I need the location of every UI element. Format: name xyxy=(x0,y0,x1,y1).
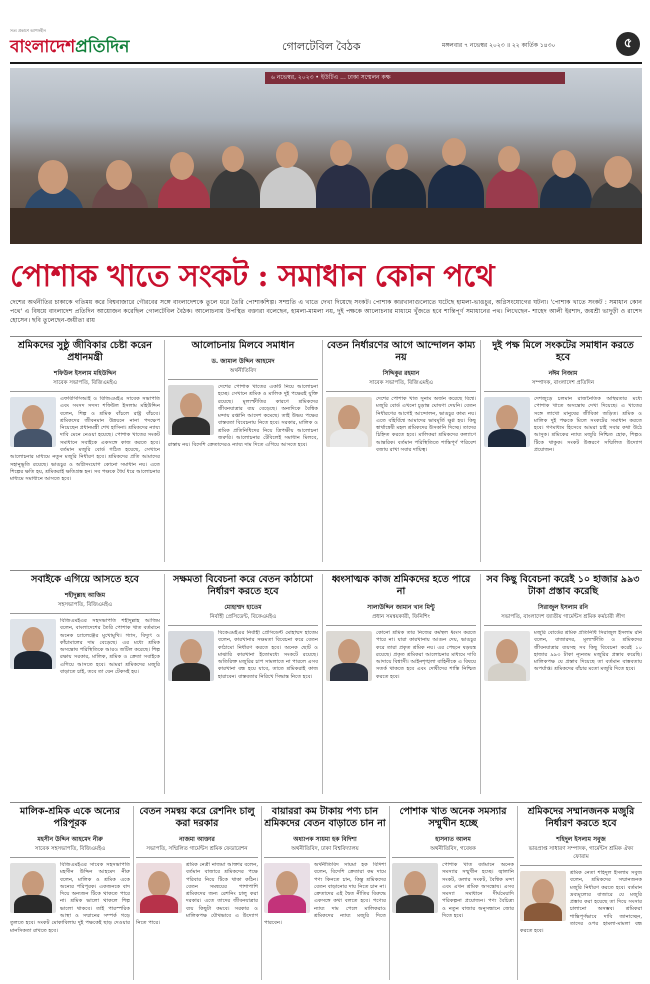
article-body xyxy=(520,870,642,982)
author-portrait xyxy=(326,397,372,447)
column-divider xyxy=(164,574,165,794)
column-divider xyxy=(322,574,323,794)
column-divider xyxy=(164,340,165,562)
article-author: সিদ্দিকুর রহমান xyxy=(382,370,420,377)
article-title: সব কিছু বিবেচনা করেই ১০ হাজার ৯৯৩ টাকা প্রস্তাব করেছি xyxy=(486,574,640,597)
article-title: শ্রমিকদের সুষ্ঠু জীবিকার চেষ্টা করেন প্রধানমন্ত্রী xyxy=(18,340,152,363)
article-col xyxy=(10,806,130,982)
article-text: দেশের পোশাক খাতের একটি নিয়ে আলোচনা হচ্ছে। সেখানে শ্রমিক ও মালিক দুই পক্ষেরই যুক্তি রয়েছে। মূল্যস্ফীতির কারণে শ্রমিকদের জীবনযাত্রার ব্যয় বেড়েছে। অন্যদিকে বৈশ্বিক মন্দায় রপ্তানি আদেশ কমেছে। তাই উভয় পক্ষের বাস্তবতা বিবেচনায় নিতে হবে। সরকার, মালিক ও শ্রমিক প্রতিনিধিদের নিয়ে ত্রিপক্ষীয় আলোচনা জরুরি। আলোচনার টেবিলেই সমাধান মিলবে, রাস্তায় নয়। বিদেশি ক্রেতাদেরও ন্যায্য দাম দিতে এগিয়ে আসতে হবে। xyxy=(168,384,318,449)
article-col xyxy=(326,340,476,570)
logo-part-1: বাংলাদেশ xyxy=(10,37,76,57)
article-text: বিজিএমইএর সাবেক সহসভাপতি মহসীন উদ্দিন আহমেদ নীরু বলেন, মালিক ও শ্রমিক একে অন্যের পরিপূরক। একজনকে বাদ দিয়ে অন্যজন টিকে থাকতে পারে না। শ্রমিক ভালো থাকলে শিল্প ভালো থাকবে। তাই পারস্পরিক আস্থা ও সম্মানের সম্পর্ক গড়ে তুলতে হবে। সংকট মোকাবিলায় দুই পক্ষকেই ছাড় দেওয়ার মানসিকতা রাখতে হবে। xyxy=(10,862,130,934)
article-col xyxy=(520,806,642,982)
article-body xyxy=(10,618,160,788)
article-text: দেশের পোশাক খাত সুনাম অর্জন করেছে বিশ্বে। মজুরি বোর্ড এখনো চূড়ান্ত ঘোষণা দেয়নি। বেতন নির্ধারণের আগেই আন্দোলন, ভাঙচুর কাম্য নয়। এতে বহির্বিশ্বে আমাদের ভাবমূর্তি ক্ষুণ্ণ হয়। কিছু স্বার্থান্বেষী মহল শ্রমিকদের উসকানি দিচ্ছে। তাদের চিহ্নিত করতে হবে। মালিকরা শ্রমিকদের কল্যাণে আন্তরিক। বর্তমান পরিস্থিতিতে শান্তিপূর্ণ পরিবেশ বজায় রাখা সবার দায়িত্ব। xyxy=(376,396,476,454)
article-body xyxy=(264,862,386,982)
photo-person-head xyxy=(170,152,194,180)
photo-person-head xyxy=(442,138,466,166)
article-body xyxy=(136,862,258,982)
newspaper-logo[interactable] xyxy=(10,34,129,62)
column-divider xyxy=(322,340,323,562)
photo-person-head xyxy=(222,146,244,172)
article-title: ধ্বংসাত্মক কাজ শ্রমিকদের হতে পারে না xyxy=(331,574,471,597)
intro-paragraph: দেশের অর্থনীতির চাকাকে গতিময় করে বিশ্ববাজারে গৌরবের সঙ্গে বাংলাদেশকে তুলে ধরে তৈরি পোশাকশিল্প। সম্প্রতি এ খাতে দেখা দিয়েছে সংকট। পোশাক কারখানাগুলোতে ঘটেছে হামলা-ভাঙচুর, অগ্নিসংযোগের ঘটনা। 'পোশাক খাতে সংকট : সমাধান কোন পথে' এ বিষয়ে বাংলাদেশ প্রতিদিন আয়োজন করেছিল গোলটেবিল বৈঠক। আলোচনায় উপস্থিত বক্তারা বলেছেন, হামলা-মামলা নয়, দুই পক্ষকে আলোচনার মাধ্যমে খুঁজতে হবে শান্তিপূর্ণ সমাধানের পথ। লিখেছেন- শাহেদ আলী ইরশাদ, জয়শ্রী ভাদুড়ী ও রাশেদ হোসেন। ছবি তুলেছেন-জয়ীতা রায় xyxy=(10,299,642,324)
article-title: বেতন সমন্বয় করে রেশনিং চালু করা দরকার xyxy=(139,806,255,829)
article-body xyxy=(10,862,130,982)
header-rule xyxy=(10,62,642,64)
article-author: নঈম নিজাম xyxy=(548,370,578,377)
column-divider xyxy=(480,574,481,794)
row3-divider xyxy=(10,802,642,803)
author-portrait xyxy=(10,397,56,447)
article-col xyxy=(264,806,386,982)
photo-table xyxy=(10,208,642,244)
article-author: হাসনাত আলম xyxy=(435,836,471,843)
article-author-role: সাবেক সভাপতি, বিজিএমইএ xyxy=(326,380,476,392)
article-title: বেতন নির্ধারণের আগে আন্দোলন কাম্য নয় xyxy=(326,340,476,363)
article-author: শহিদুল ইসলাম সবুজ xyxy=(556,836,606,843)
author-portrait xyxy=(392,863,438,913)
article-author-role: নির্বাহী প্রেসিডেন্ট, বিকেএমইএ xyxy=(168,614,318,626)
article-col xyxy=(484,574,642,800)
logo-part-2: প্রতিদিন xyxy=(75,37,130,57)
article-author-role: সম্পাদক, বাংলাদেশ প্রতিদিন xyxy=(484,380,642,392)
article-author-role: প্রধান সমন্বয়কারী, ফিনিশিং xyxy=(326,614,476,626)
article-title: মালিক-শ্রমিক একে অন্যের পরিপূরক xyxy=(20,806,120,829)
article-title: পোশাক খাত অনেক সমস্যার সম্মুখীন হচ্ছে xyxy=(399,806,507,829)
article-text: বিজিএমইএর সহসভাপতি শহীদুল্লাহ আজিম বলেন, বাংলাদেশের তৈরি পোশাক খাত বর্তমানে অনেক চ্যালেঞ্জের মুখোমুখি। গ্যাস, বিদ্যুৎ ও কাঁচামালের দাম বেড়েছে। এর মধ্যে শ্রমিক অসন্তোষ পরিস্থিতিকে আরও জটিল করেছে। শিল্প রক্ষায় সরকার, মালিক, শ্রমিক ও ক্রেতা সবাইকে এগিয়ে আসতে হবে। আমরা শ্রমিকদের মজুরি বাড়াতে চাই, তবে তা যেন টেকসই হয়। xyxy=(60,618,160,676)
article-body xyxy=(484,396,642,576)
column-divider xyxy=(517,806,518,980)
article-text: দেশজুড়ে চলমান রাজনৈতিক অস্থিরতার মধ্যে পোশাক খাতে অসন্তোষ দেখা দিয়েছে। এ খাতের সঙ্গে লাখো মানুষের জীবিকা জড়িত। শ্রমিক ও মালিক দুই পক্ষকে মিলে সংকটের সমাধান করতে হবে। গণমাধ্যম হিসেবে আমরা চাই সবার কথা উঠে আসুক। শ্রমিকের ন্যায্য মজুরি নিশ্চিত হোক, শিল্পও টিকে থাকুক। সংকট উত্তরণে সম্মিলিত উদ্যোগ প্রয়োজন। xyxy=(534,396,642,454)
author-portrait xyxy=(10,863,56,913)
photo-person-head xyxy=(276,142,298,168)
photo-person-head xyxy=(552,150,576,178)
article-author-role: অর্থনীতিবিদ, গবেষক xyxy=(392,846,514,858)
article-title: শ্রমিকদের সম্মানজনক মজুরি নির্ধারণ করতে হবে xyxy=(527,806,635,829)
article-body xyxy=(168,384,318,564)
article-col xyxy=(392,806,514,982)
column-divider xyxy=(480,340,481,562)
article-text: এফবিসিসিআই ও বিজিএমইএ সাবেক সভাপতি এবং সংসদ সদস্য শফিউল ইসলাম মহিউদ্দিন বলেন, শিল্প ও শ্রমিক বাঁচলে রাষ্ট্র বাঁচবে। শ্রমিকদের জীবনমান উন্নয়নে নানা পদক্ষেপ নিয়েছেন প্রধানমন্ত্রী শেখ হাসিনা। শ্রমিকদের ন্যায্য দাবি মেনে নেওয়া হয়েছে। পোশাক খাতের সংকট সমাধানে সবাইকে একসঙ্গে কাজ করতে হবে। বর্তমান মজুরি বোর্ড গঠিত হয়েছে, সেখানে আলোচনার মাধ্যমে নতুন মজুরি নির্ধারণ হবে। শ্রমিকদের প্রতি আমাদের সহানুভূতি রয়েছে। ভাঙচুর ও অগ্নিসংযোগ কোনো সমাধান নয়। এতে শিল্পের ক্ষতি হয়, শ্রমিকরাই ক্ষতিগ্রস্ত হন। সব পক্ষকে ধৈর্য ধরে আলোচনার মাধ্যমে সমাধানে আসতে হবে। xyxy=(10,396,160,483)
article-title: সক্ষমতা বিবেচনা করে বেতন কাঠামো নির্ধারণ করতে হবে xyxy=(173,574,313,597)
photo-person-head xyxy=(386,144,408,170)
author-portrait xyxy=(136,863,182,913)
photo-person-head xyxy=(106,160,132,190)
main-headline: পোশাক খাতে সংকট : সমাধান কোন পথে xyxy=(10,259,495,294)
photo-person-head xyxy=(604,156,632,188)
article-author: মহসীন উদ্দিন আহমেদ নীরু xyxy=(37,836,103,843)
roundtable-photo xyxy=(10,68,642,244)
row1-divider xyxy=(10,336,642,337)
article-text: পোশাক খাত বর্তমানে অনেক সমস্যার সম্মুখীন হচ্ছে। জ্বালানি সংকট, ডলার সংকট, বৈশ্বিক মন্দা এবং এখন শ্রমিক অসন্তোষ। এসব সমস্যা সমাধানে দীর্ঘমেয়াদি পরিকল্পনা প্রয়োজন। পণ্য বৈচিত্র্য ও নতুন বাজার অনুসন্ধানে জোর দিতে হবে। xyxy=(442,862,514,920)
article-body xyxy=(168,630,318,800)
masthead xyxy=(10,28,642,60)
author-portrait xyxy=(484,397,530,447)
photo-backdrop-banner: ৬ নভেম্বর, ২০২৩ • ইউটিএ ... ঢাকা সম্মেলন কক্ষ xyxy=(265,72,565,84)
article-author-role: সাবেক সহসভাপতি, বিজিএমইএ xyxy=(10,846,130,858)
article-author: অধ্যাপক সায়মা হক বিদিশা xyxy=(293,836,357,843)
article-title: আলোচনায় মিলবে সমাধান xyxy=(191,340,295,351)
article-body xyxy=(326,396,476,576)
article-author: সালাউদ্দিন জামান খান মিন্টু xyxy=(367,604,435,611)
article-author: সিরাজুল ইসলাম রনি xyxy=(538,604,588,611)
article-text: কোনো শ্রমিক তার নিজের কর্মস্থল ধ্বংস করতে পারে না। যারা কারখানায় আগুন দেয়, ভাঙচুর করে তারা প্রকৃত শ্রমিক নয়। এর পেছনে ষড়যন্ত্র রয়েছে। প্রকৃত শ্রমিকরা আলোচনার মাধ্যমে দাবি আদায়ে বিশ্বাসী। আইনশৃঙ্খলা বাহিনীকে এ বিষয়ে সতর্ক থাকতে হবে এবং দোষীদের শাস্তি নিশ্চিত করতে হবে। xyxy=(376,630,476,680)
article-col xyxy=(326,574,476,800)
article-body xyxy=(10,396,160,576)
article-author-role: সভাপতি, সম্মিলিত গার্মেন্টস শ্রমিক ফেডারেশন xyxy=(136,846,258,858)
article-col xyxy=(10,340,160,570)
author-portrait xyxy=(10,619,56,669)
author-portrait xyxy=(520,871,566,921)
dateline: মঙ্গলবার ৭ নভেম্বর ২০২৩ ॥ ২২ কার্তিক ১৪৩০ xyxy=(442,42,556,49)
article-text: মজুরি বোর্ডের শ্রমিক প্রতিনিধি সিরাজুল ইসলাম রনি বলেন, বাজারদর, মূল্যস্ফীতি ও শ্রমিকদের জীবনযাত্রার ব্যয়সহ সব কিছু বিবেচনা করেই ১০ হাজার ৯৯৩ টাকা ন্যূনতম মজুরির প্রস্তাব করেছি। মালিকপক্ষ যে প্রস্তাব দিয়েছে তা বর্তমান বাস্তবতায় অপর্যাপ্ত। শ্রমিকদের বাঁচার মতো মজুরি দিতে হবে। xyxy=(534,630,642,673)
article-author-role: অর্থনীতিবিদ, ঢাকা বিশ্ববিদ্যালয় xyxy=(264,846,386,858)
author-portrait xyxy=(326,631,372,681)
article-body xyxy=(326,630,476,800)
column-divider xyxy=(389,806,390,980)
article-body xyxy=(484,630,642,794)
photo-person-head xyxy=(330,140,352,166)
article-col xyxy=(10,574,160,800)
section-name: গোলটেবিল বৈঠক xyxy=(282,40,361,53)
article-title: সবাইকে এগিয়ে আসতে হবে xyxy=(31,574,139,585)
author-portrait xyxy=(264,863,310,913)
photo-person-head xyxy=(498,146,520,172)
article-author-role: ভারপ্রাপ্ত সাধারণ সম্পাদক, গার্মেন্টস শ্রমিক ঐক্য ফোরাম xyxy=(520,846,642,866)
column-divider xyxy=(133,806,134,980)
author-portrait xyxy=(168,385,214,435)
article-author-role: সহসভাপতি, বিজিএমইএ xyxy=(10,602,160,614)
article-author: ড. জামাল উদ্দিন আহমেদ xyxy=(211,358,275,365)
article-title: দুই পক্ষ মিলে সংকটের সমাধান করতে হবে xyxy=(492,340,634,363)
article-author-role: অর্থনীতিবিদ xyxy=(168,368,318,380)
article-col xyxy=(168,340,318,570)
article-col xyxy=(484,340,642,570)
article-body xyxy=(392,862,514,982)
article-author-role: সাবেক সভাপতি, বিজিএমইএ xyxy=(10,380,160,392)
row2-divider xyxy=(10,570,642,571)
article-text: শ্রমিক নেত্রী নাজমা আক্তার বলেন, বর্তমান বাজারে শ্রমিকদের পক্ষে পরিবার নিয়ে টিকে থাকা কঠিন। বেতন সমন্বয়ের পাশাপাশি শ্রমিকদের জন্য রেশনিং চালু করা দরকার। এতে তাদের জীবনযাত্রার ব্যয় কিছুটা কমবে। সরকার ও মালিকপক্ষ যৌথভাবে এ উদ্যোগ নিতে পারে। xyxy=(136,862,258,927)
article-author: শহীদুল্লাহ আজিম xyxy=(64,592,106,599)
article-title: বায়াররা কম টাকায় পণ্য চান শ্রমিকদের বেতন বাড়াতে চান না xyxy=(264,806,386,829)
article-col xyxy=(168,574,318,800)
article-text: অর্থনীতিবিদ সায়মা হক বিদিশা বলেন, বিদেশি ক্রেতারা কম দামে পণ্য কিনতে চান, কিন্তু শ্রমিকদের বেতন বাড়ানোর দায় নিতে চান না। ক্রেতাদের এই দ্বৈত নীতির বিরুদ্ধে একসঙ্গে কথা বলতে হবে। পণ্যের ন্যায্য দাম পেলে মালিকরাও শ্রমিকদের ন্যায্য মজুরি দিতে পারবেন। xyxy=(264,862,386,927)
article-text: বিকেএমইএর নির্বাহী প্রেসিডেন্ট মোহাম্মদ হাতেম বলেন, কারখানার সক্ষমতা বিবেচনা করে বেতন কাঠামো নির্ধারণ করতে হবে। অনেক ছোট ও মাঝারি কারখানা ইতোমধ্যে সংকটে রয়েছে। অতিরিক্ত মজুরির চাপ সামলাতে না পারলে এসব কারখানা বন্ধ হয়ে যাবে, তাতে শ্রমিকরাই কাজ হারাবেন। বাস্তবতার নিরিখে সিদ্ধান্ত নিতে হবে। xyxy=(218,630,318,680)
tagline: সত্য প্রকাশে আপসহীন xyxy=(10,28,46,33)
author-portrait xyxy=(484,631,530,681)
article-col xyxy=(136,806,258,982)
article-text: শ্রমিক নেতা শহিদুল ইসলাম সবুজ বলেন, শ্রমিকদের সম্মানজনক মজুরি নির্ধারণ করতে হবে। বর্তমান দ্রব্যমূল্যের বাজারে যে মজুরি প্রস্তাব করা হয়েছে তা দিয়ে সংসার চালানো অসম্ভব। শ্রমিকরা শান্তিপূর্ণভাবে দাবি জানাচ্ছেন, তাদের ওপর হামলা-মামলা বন্ধ করতে হবে। xyxy=(520,870,642,935)
photo-person-head xyxy=(38,160,68,194)
article-author: নাজমা আক্তার xyxy=(179,836,215,843)
article-author-role: সভাপতি, বাংলাদেশ জাতীয় গার্মেন্টস শ্রমিক কর্মচারী লীগ xyxy=(484,614,642,626)
article-author: শফিউল ইসলাম মহিউদ্দিন xyxy=(53,370,117,377)
page-number-badge: ৫ xyxy=(616,32,640,56)
author-portrait xyxy=(168,631,214,681)
article-author: মোহাম্মদ হাতেম xyxy=(224,604,262,611)
column-divider xyxy=(261,806,262,980)
